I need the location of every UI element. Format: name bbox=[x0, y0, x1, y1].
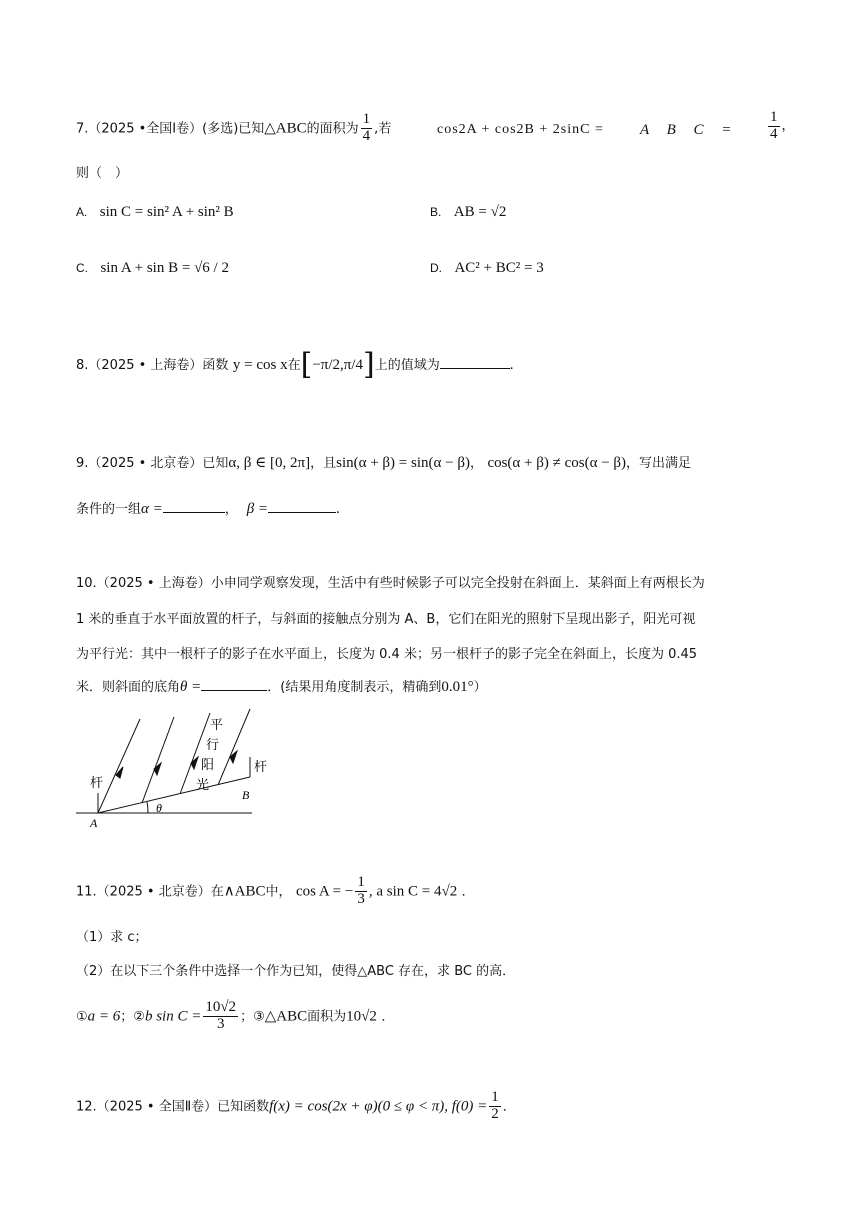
q7-triangle: △ABC bbox=[264, 120, 307, 137]
q7-rhs-fraction: $\frac{1}{4}$ ， bbox=[770, 109, 795, 142]
option-expr: sin C = sin² A + sin² B bbox=[99, 204, 234, 220]
option-expr: AB = √2 bbox=[453, 204, 507, 220]
option-expr: sin A + sin B = √6 / 2 bbox=[100, 260, 229, 276]
q8-mid: 在 bbox=[287, 358, 301, 373]
q9-prefix: 9.（2025 • 北京卷）已知 bbox=[76, 456, 229, 471]
q10-line4: 米．则斜面的底角θ = ．(结果用角度制表示，精确到0.01°） bbox=[76, 679, 487, 695]
light-rays bbox=[98, 709, 250, 813]
question-12: 12.（2025 • 全国Ⅱ卷）已知函数f(x) = cos(2x + φ)(0 ≤ φ < π), f(0) = $\frac{1}{2}$ ． bbox=[76, 1089, 516, 1122]
q10-answer-blank[interactable] bbox=[201, 678, 267, 691]
option-label: B. bbox=[430, 205, 442, 219]
q7-text2: ,若 bbox=[374, 121, 392, 137]
question-9: 9.（2025 • 北京卷）已知α, β ∈ [0, 2π]，且sin(α + β) = sin(α − β)， cos(α + β) ≠ cos(α − β)，写出满足 bbox=[76, 455, 692, 471]
q9-cond2: sin(α + β) = sin(α − β) bbox=[336, 455, 470, 471]
q11-fraction: $\frac{1}{3}$ bbox=[357, 874, 365, 907]
q7-option-d[interactable] bbox=[430, 260, 544, 277]
label-pole-right: 杆 bbox=[254, 760, 268, 775]
q10-figure bbox=[70, 705, 280, 830]
q11-rest: , a sin C = 4√2 bbox=[368, 883, 458, 900]
option-label: D. bbox=[430, 261, 442, 275]
q7-text1: 的面积为 bbox=[306, 121, 359, 137]
q11-c2-fraction: $\frac{10√2}{3}$ bbox=[205, 999, 237, 1032]
q8-function: y = cos x bbox=[232, 357, 288, 373]
q7-condition-garbled: cos2A + cos2B + 2sinC = bbox=[437, 122, 604, 137]
question-11: 11.（2025 • 北京卷）在∧ABC中， cos A = − $\frac{1}{3}$ , a sin C = 4√2 ． bbox=[76, 874, 475, 907]
q7-line2: 则（ ） bbox=[76, 166, 129, 181]
q12-fraction: $\frac{1}{2}$ bbox=[491, 1089, 499, 1122]
light-char-3: 阳 bbox=[201, 758, 215, 773]
label-b: B bbox=[242, 788, 250, 802]
label-theta: θ bbox=[156, 801, 162, 815]
q7-option-c[interactable] bbox=[76, 260, 229, 277]
question-8: 8.（2025 • 上海卷）函数 y = cos x在[−π/2,π/4]上的值域为 . bbox=[76, 347, 514, 382]
q9-alpha-blank[interactable] bbox=[163, 500, 225, 513]
q8-interval-left: −π/2 bbox=[312, 357, 341, 373]
light-char-2: 行 bbox=[206, 738, 220, 753]
light-char-4: 光 bbox=[196, 778, 210, 793]
q8-suffix: 上的值域为 bbox=[374, 358, 440, 373]
slope-line bbox=[98, 777, 250, 813]
option-expr: AC² + BC² = 3 bbox=[454, 260, 544, 276]
option-label: A. bbox=[76, 205, 88, 219]
q7-condition-garbled-2: A B C = bbox=[640, 122, 732, 138]
label-a: A bbox=[90, 816, 98, 830]
q10-line1: 10.（2025 • 上海卷）小申同学观察发现，生活中有些时候影子可以完全投射在斜面上．某斜面上有两根长为 bbox=[76, 576, 705, 591]
option-label: C. bbox=[76, 261, 88, 275]
q9-line2: 条件的一组α = ， β = . bbox=[76, 501, 340, 517]
q10-line2: 1 米的垂直于水平面放置的杆子，与斜面的接触点分别为 A、B，它们在阳光的照射下呈现出影子，阳光可视 bbox=[76, 612, 696, 627]
q11-part2: （2）在以下三个条件中选择一个作为已知，使得△ABC 存在，求 BC 的高． bbox=[76, 964, 516, 979]
question-7 bbox=[76, 112, 391, 145]
q11-part1: （1）求 c； bbox=[76, 930, 148, 945]
q9-cond1: α, β ∈ [0, 2π] bbox=[228, 455, 311, 471]
q7-option-a[interactable] bbox=[76, 204, 234, 221]
q7-area-fraction: $\frac{1}{4}$ bbox=[362, 111, 371, 144]
q9-beta-blank[interactable] bbox=[268, 500, 336, 513]
q8-interval-right: π/4 bbox=[343, 357, 364, 373]
light-char-1: 平 bbox=[210, 718, 224, 733]
q8-bracket-right: ] bbox=[363, 347, 375, 382]
label-pole-left: 杆 bbox=[90, 776, 104, 791]
q8-prefix: 8.（2025 • 上海卷）函数 bbox=[76, 358, 229, 373]
angle-arc bbox=[147, 802, 148, 813]
q10-line3: 为平行光：其中一根杆子的影子在水平面上，长度为 0.4 米；另一根杆子的影子完全在斜面上，长度为 0.45 bbox=[76, 647, 698, 662]
q12-function: f(x) = cos(2x + φ)(0 ≤ φ < π), f(0) = bbox=[269, 1098, 488, 1115]
q9-cond3: cos(α + β) ≠ cos(α − β) bbox=[487, 455, 627, 471]
q7-prefix: 7.（2025 •全国Ⅰ卷）(多选)已知 bbox=[76, 121, 265, 137]
q11-cos: cos A = − bbox=[296, 883, 354, 900]
q8-bracket-left: [ bbox=[300, 347, 313, 382]
q7-option-b[interactable] bbox=[430, 204, 506, 221]
q8-answer-blank[interactable] bbox=[440, 356, 510, 369]
q11-conditions: ①a = 6；②b sin C = $\frac{10√2}{3}$ ；③△ABC面积为10√2 ． bbox=[76, 999, 395, 1032]
